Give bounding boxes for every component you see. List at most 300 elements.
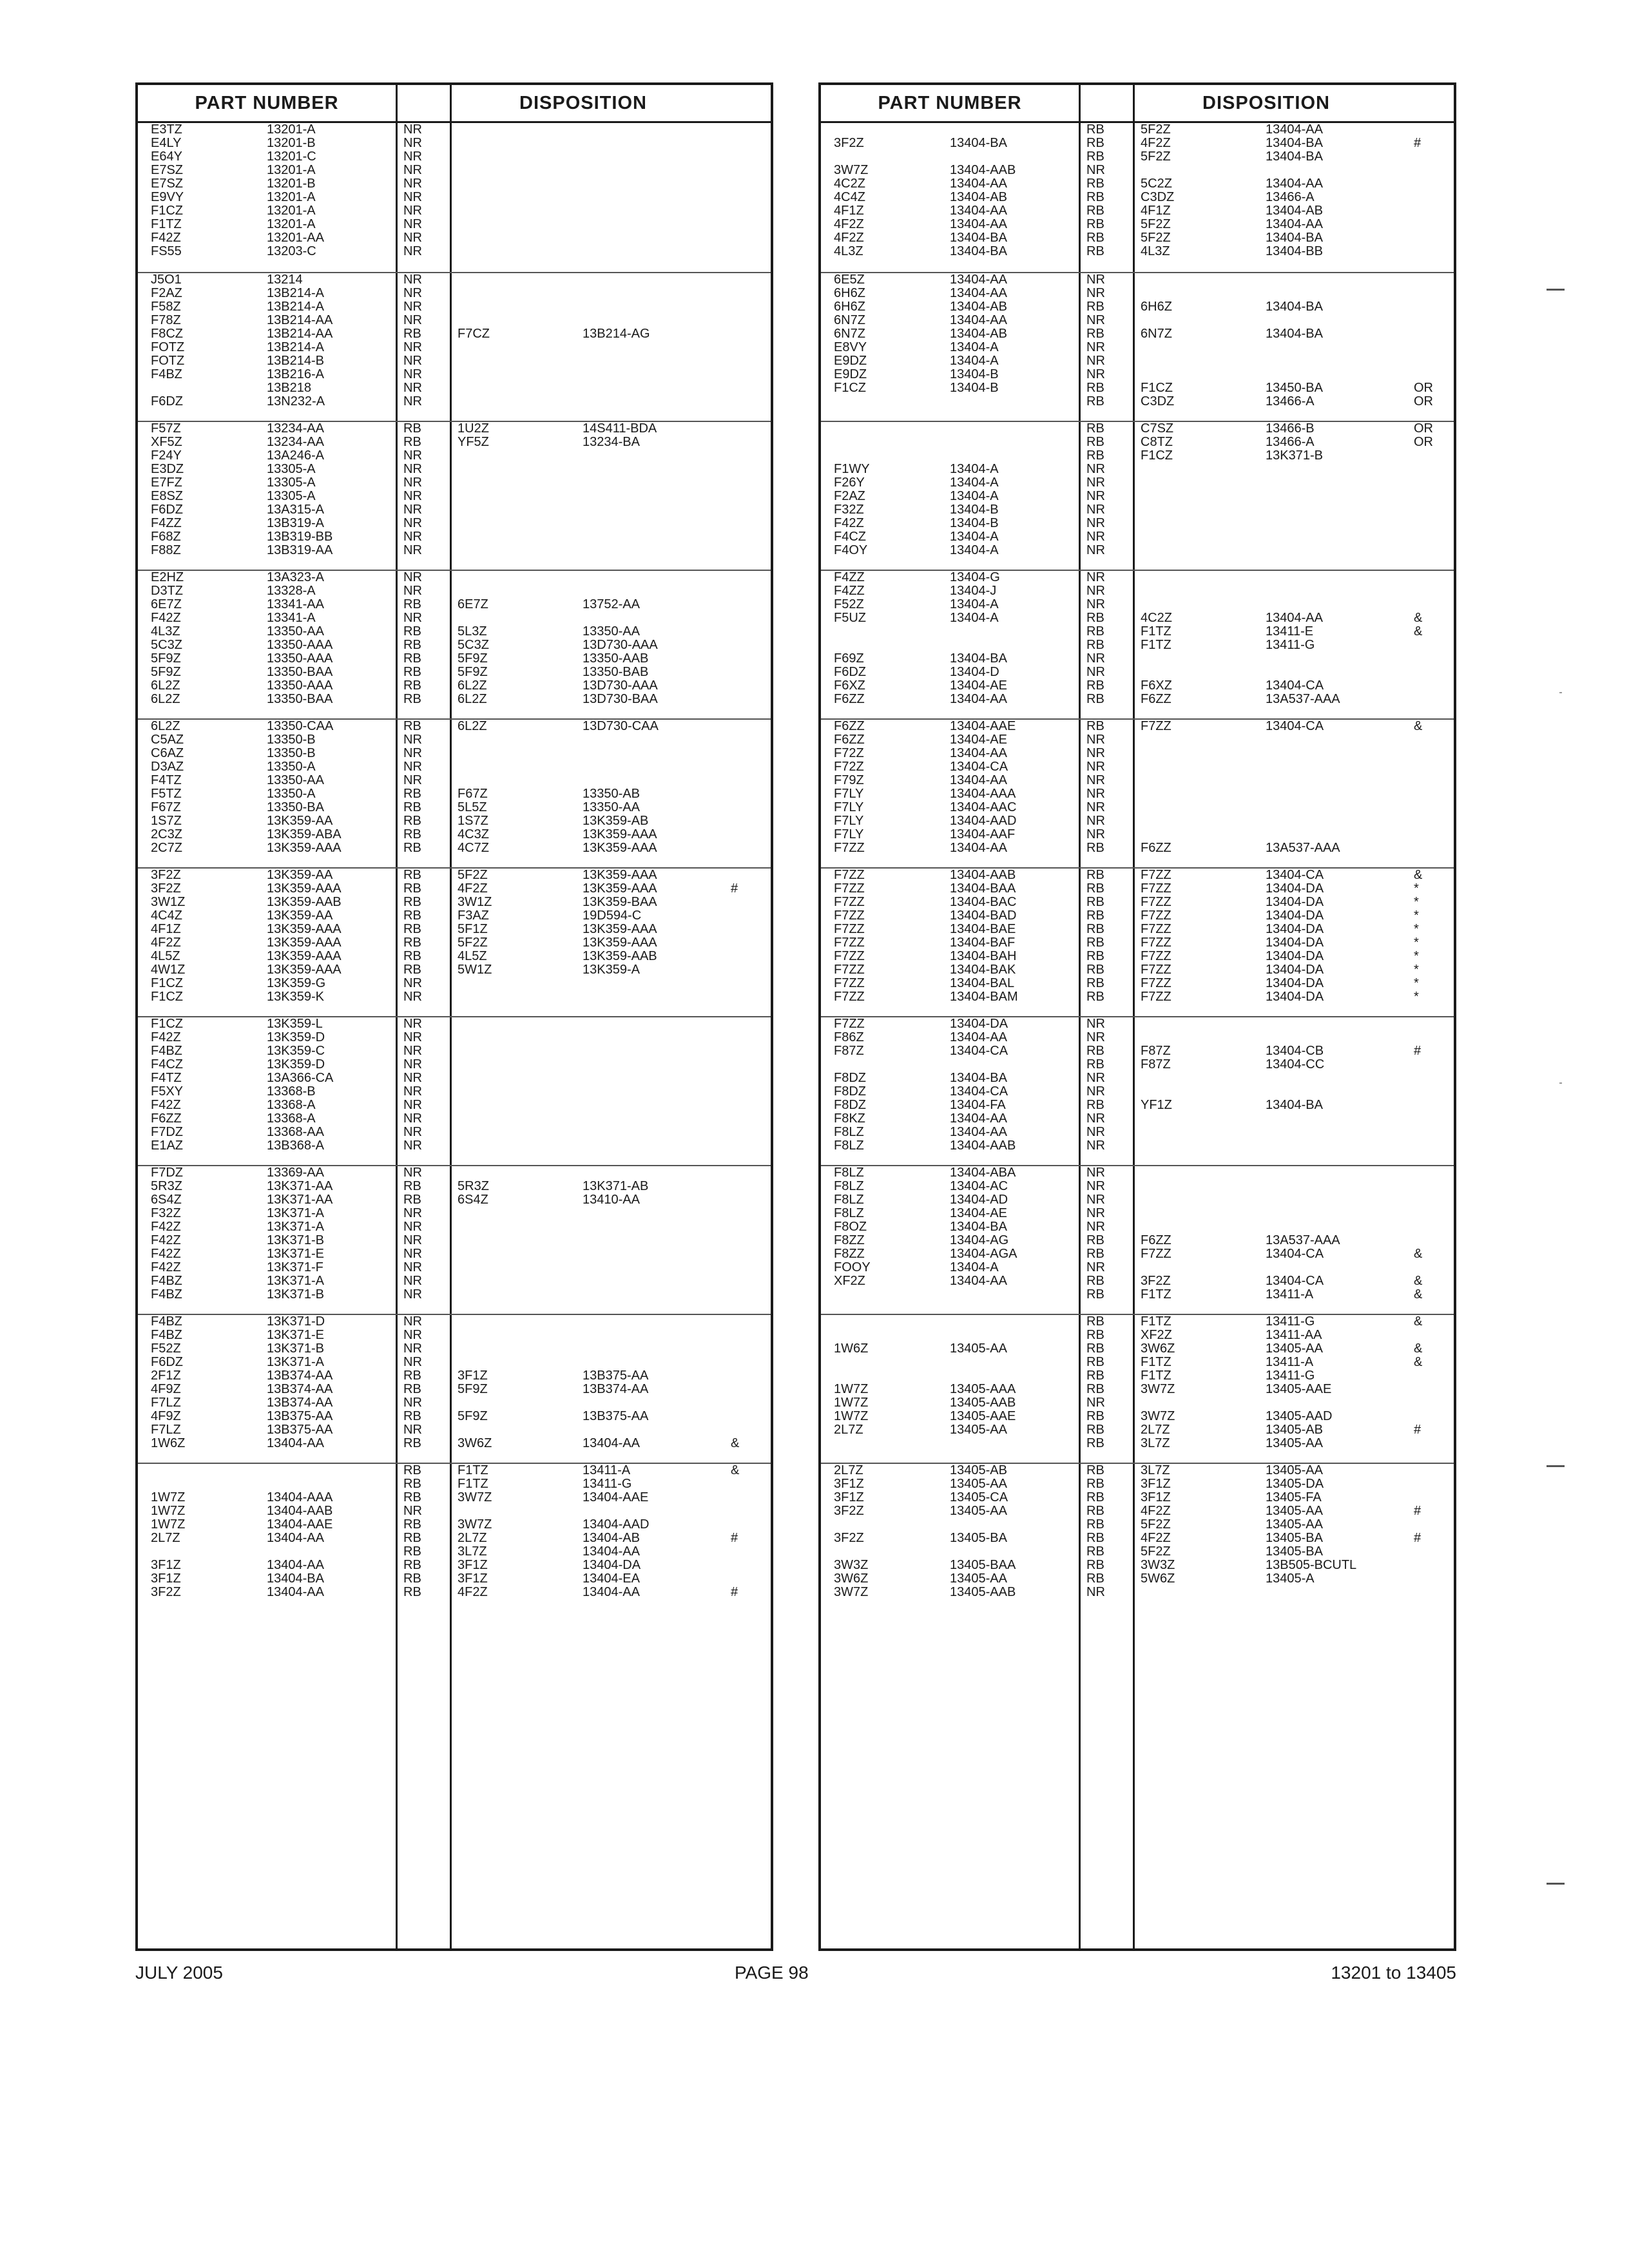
replacement-number: 13404-AA [1266,122,1323,137]
replacement-number: 13411-G [1266,1369,1315,1383]
part-prefix: 1W7Z [151,1517,186,1532]
part-number: 13K359-AAA [267,841,342,855]
part-prefix: F7ZZ [834,881,865,896]
table-row [138,1247,771,1261]
part-number: 13K359-L [267,1017,323,1031]
part-prefix: F58Z [151,300,181,314]
part-number: 13350-AAA [267,678,333,693]
part-number: 13B214-A [267,340,324,354]
table-row [821,463,1454,476]
replacement-prefix: 6H6Z [1141,300,1172,314]
table-row [821,1031,1454,1044]
disposition-code: RB [1086,949,1104,963]
disposition-code: NR [1086,286,1105,300]
part-number: 13B375-AA [267,1409,333,1423]
table-row [821,503,1454,517]
table-row [138,530,771,544]
part-number: 13404-AD [950,1193,1008,1207]
part-prefix: F8DZ [834,1071,866,1085]
part-prefix: 6L2Z [151,678,180,693]
replacement-number: 13411-A [1266,1355,1314,1369]
replacement-number: 13K359-AAA [583,841,657,855]
part-number: 13404-AAF [950,827,1016,841]
disposition-code: RB [403,1463,421,1477]
part-prefix: 3F2Z [151,881,181,896]
table-row [138,896,771,909]
replacement-number: 13404-DA [1266,949,1324,963]
note-flag: & [1414,611,1423,625]
part-number: 13K359-AAA [267,881,342,896]
part-number: 13404-A [950,530,999,544]
disposition-code: NR [403,570,422,584]
part-number: 13404-ABA [950,1166,1016,1180]
part-number: 13404-AA [267,1558,324,1572]
part-number: 13404-BAF [950,936,1016,950]
part-prefix: 3F1Z [834,1477,864,1491]
note-flag: & [1414,1355,1423,1369]
replacement-prefix: 3F1Z [1141,1490,1171,1504]
disposition-code: NR [403,530,422,544]
part-number: 13B368-A [267,1139,324,1153]
part-prefix: F1CZ [151,1017,183,1031]
part-number: 13404-AA [950,273,1007,287]
part-prefix: E8SZ [151,489,184,503]
table-row [138,123,771,137]
part-prefix: F78Z [151,313,181,327]
part-prefix: F32Z [151,1206,181,1220]
replacement-prefix: F67Z [458,787,488,801]
disposition-code: RB [403,881,421,896]
replacement-prefix: 4L3Z [1141,244,1170,258]
part-number: 13K371-B [267,1341,324,1356]
table-row [821,245,1454,258]
disposition-code: NR [403,462,422,476]
replacement-number: 13A537-AAA [1266,841,1340,855]
replacement-prefix: F7ZZ [1141,1247,1171,1261]
note-flag: # [731,881,738,896]
replacement-number: 13466-A [1266,190,1315,204]
replacement-prefix: 5F2Z [1141,1517,1171,1532]
disposition-code: RB [1086,1558,1104,1572]
part-prefix: F6DZ [834,665,866,679]
table-row [138,1099,771,1112]
table-row [821,869,1454,882]
disposition-code: NR [403,1030,422,1044]
replacement-number: 13752-AA [583,597,640,611]
disposition-code: RB [1086,976,1104,990]
table-row [821,1518,1454,1532]
replacement-prefix: 5F1Z [458,922,488,936]
disposition-code: NR [403,448,422,463]
table-row [138,1315,771,1329]
note-flag: & [1414,1274,1423,1288]
disposition-code: NR [1086,313,1105,327]
part-number: 13404-A [950,611,999,625]
replacement-number: 13404-BA [1266,327,1323,341]
part-number: 13350-B [267,746,316,760]
table-row [138,1166,771,1180]
part-number: 13K359-AAA [267,963,342,977]
disposition-code: RB [403,1409,421,1423]
table-row [138,436,771,449]
part-number: 13341-A [267,611,316,625]
row-group [138,1165,771,1315]
replacement-number: 13234-BA [583,435,640,449]
part-prefix: F1CZ [151,990,183,1004]
replacement-prefix: 4F2Z [1141,136,1171,150]
part-number: 13404-B [950,516,999,530]
disposition-code: NR [1086,462,1105,476]
table-row [138,1491,771,1504]
part-number: 13B216-A [267,367,324,381]
replacement-number: 13K371-AB [583,1179,649,1193]
disposition-code: NR [403,367,422,381]
part-number: 13B374-AA [267,1382,333,1396]
part-prefix: F5UZ [834,611,866,625]
replacement-number: 13404-AB [583,1531,640,1545]
part-prefix: F42Z [151,1220,181,1234]
part-number: 13405-AA [950,1477,1007,1491]
part-prefix: C5AZ [151,733,184,747]
part-prefix: 6L2Z [151,719,180,733]
table-row [821,787,1454,801]
part-prefix: F7LY [834,827,864,841]
replacement-prefix: F1CZ [1141,448,1173,463]
part-prefix: F6XZ [834,678,865,693]
note-flag: & [1414,1247,1423,1261]
part-number: 13K359-D [267,1057,325,1072]
disposition-code: NR [1086,746,1105,760]
replacement-number: 13405-AAD [1266,1409,1333,1423]
replacement-prefix: 1U2Z [458,421,489,436]
disposition-code: RB [403,1179,421,1193]
replacement-number: 13404-CA [1266,1274,1324,1288]
replacement-prefix: 6L2Z [458,692,487,706]
table-row [138,1423,771,1437]
table-row [821,1396,1454,1410]
replacement-number: 13405-BA [1266,1531,1323,1545]
part-prefix: 3W1Z [151,895,186,909]
table-row [821,1410,1454,1423]
replacement-number: 13405-AA [1266,1463,1323,1477]
replacement-number: 13404-DA [1266,922,1324,936]
table-row [138,747,771,760]
part-number: 13405-AAB [950,1396,1016,1410]
part-prefix: F4TZ [151,773,182,787]
part-prefix: 6S4Z [151,1193,182,1207]
replacement-prefix: 5F2Z [458,936,488,950]
part-prefix: F4ZZ [834,584,865,598]
note-flag: # [1414,136,1422,150]
table-row [821,977,1454,990]
disposition-code: RB [1086,895,1104,909]
replacement-prefix: F7ZZ [1141,936,1171,950]
part-number: 13350-CAA [267,719,334,733]
table-row [138,1477,771,1491]
disposition-code: RB [1086,300,1104,314]
disposition-code: RB [1086,1382,1104,1396]
table-row [138,1396,771,1410]
part-number: 13405-BA [950,1531,1007,1545]
part-prefix: F7ZZ [834,976,865,990]
table-row [138,191,771,204]
part-prefix: XF2Z [834,1274,865,1288]
part-number: 13B214-AA [267,313,333,327]
table-row [821,1369,1454,1383]
part-number: 13404-AAA [267,1490,333,1504]
part-prefix: 1S7Z [151,814,182,828]
replacement-number: 13404-AA [583,1544,640,1559]
disposition-code: RB [403,327,421,341]
table-row [821,909,1454,923]
part-prefix: 2F1Z [151,1369,181,1383]
part-prefix: 4L3Z [834,244,863,258]
part-number: 13B214-B [267,354,324,368]
part-prefix: F42Z [151,1098,181,1112]
disposition-code: RB [1086,1477,1104,1491]
part-prefix: 6N7Z [834,327,865,341]
part-prefix: F8KZ [834,1111,865,1126]
table-row [138,300,771,314]
part-number: 13404-AA [267,1436,324,1450]
table-row [138,1437,771,1450]
disposition-code: NR [403,149,422,164]
part-number: 13404-BAE [950,922,1016,936]
part-number: 13K359-G [267,976,326,990]
part-prefix: F7ZZ [834,868,865,882]
table-row [138,909,771,923]
replacement-number: 13404-BA [1266,136,1323,150]
part-number: 13405-AAB [950,1585,1016,1599]
part-prefix: 6L2Z [151,692,180,706]
part-number: 13404-A [950,462,999,476]
part-prefix: 4C4Z [151,908,182,923]
table-row [821,204,1454,218]
part-prefix: F7LZ [151,1423,181,1437]
disposition-code: NR [403,122,422,137]
part-number: 13404-AA [950,1111,1007,1126]
part-prefix: F32Z [834,503,864,517]
part-prefix: 3F2Z [834,136,864,150]
part-prefix: 4F9Z [151,1382,181,1396]
replacement-number: 13404-DA [583,1558,641,1572]
table-row [138,476,771,490]
part-number: 13201-A [267,204,316,218]
disposition-code: NR [1086,733,1105,747]
table-row [821,1044,1454,1058]
part-number-header: PART NUMBER [195,93,339,113]
disposition-code: NR [403,1341,422,1356]
part-number: 13404-A [950,340,999,354]
replacement-number: 13404-AA [1266,217,1323,231]
replacement-prefix: F1TZ [1141,1355,1171,1369]
table-row [821,1017,1454,1031]
table-row [138,150,771,164]
disposition-code: NR [403,1260,422,1274]
disposition-code: NR [1086,760,1105,774]
table-row [821,1545,1454,1559]
part-number: 13404-AAA [950,787,1016,801]
part-number: 13K371-B [267,1287,324,1302]
part-number: 13404-AE [950,733,1007,747]
part-prefix: E4LY [151,136,182,150]
disposition-code: RB [1086,719,1104,733]
part-number: 13201-B [267,136,316,150]
table-row [138,1545,771,1559]
replacement-number: 13350-AAB [583,651,649,666]
replacement-number: 13405-AB [1266,1423,1323,1437]
part-prefix: F6DZ [151,503,183,517]
disposition-code: NR [403,1423,422,1437]
table-row [138,977,771,990]
footer-page-number: PAGE 98 [735,1963,809,1983]
part-number: 13404-DA [950,1017,1008,1031]
replacement-number: 13411-E [1266,624,1314,639]
part-prefix: F7ZZ [834,1017,865,1031]
disposition-code: NR [403,1125,422,1139]
part-prefix: F4CZ [151,1057,183,1072]
part-number: 13B214-AA [267,327,333,341]
part-number: 13405-AA [950,1504,1007,1518]
disposition-code: RB [1086,1247,1104,1261]
part-prefix: 4C4Z [834,190,865,204]
part-prefix: F4CZ [834,530,866,544]
table-row [821,287,1454,300]
table-row [821,1572,1454,1586]
table-row [821,652,1454,666]
disposition-code: RB [1086,1341,1104,1356]
part-prefix: 5R3Z [151,1179,182,1193]
disposition-code: NR [403,394,422,408]
replacement-number: 13404-DA [1266,976,1324,990]
replacement-prefix: XF2Z [1141,1328,1172,1342]
replacement-prefix: F6ZZ [1141,692,1171,706]
disposition-code: NR [1086,1166,1105,1180]
part-prefix: F1CZ [151,976,183,990]
part-prefix: F4BZ [151,1287,182,1302]
table-row [821,137,1454,150]
part-prefix: 2C3Z [151,827,182,841]
disposition-code: NR [1086,367,1105,381]
left-parts-table [135,82,773,1951]
table-row [138,1072,771,1085]
part-prefix: 3F2Z [834,1531,864,1545]
part-prefix: F7LY [834,814,864,828]
part-prefix: F8LZ [834,1125,864,1139]
table-row [821,1261,1454,1274]
disposition-code: NR [403,503,422,517]
replacement-number: 13404-BA [1266,1098,1323,1112]
disposition-code: RB [403,908,421,923]
replacement-number: 13B505-BCUTL [1266,1558,1357,1572]
replacement-number: 13405-AA [1266,1341,1323,1356]
replacement-prefix: F3AZ [458,908,489,923]
disposition-code: RB [403,638,421,652]
disposition-code: NR [403,1396,422,1410]
part-number: 13404-A [950,543,999,557]
row-group [138,718,771,869]
part-prefix: 4F1Z [834,204,864,218]
replacement-prefix: 5L3Z [458,624,487,639]
table-row [138,395,771,408]
part-number: 13K359-AAA [267,922,342,936]
disposition-code: NR [403,543,422,557]
disposition-code: RB [403,1571,421,1586]
disposition-code: NR [1086,1585,1105,1599]
replacement-number: 13B375-AA [583,1369,649,1383]
replacement-number: 13K359-BAA [583,895,657,909]
part-prefix: E7SZ [151,163,184,177]
disposition-code: RB [1086,990,1104,1004]
row-group [821,272,1454,422]
disposition-code: RB [1086,231,1104,245]
part-prefix: F1TZ [151,217,182,231]
replacement-prefix: 3W7Z [458,1490,492,1504]
disposition-code: RB [1086,611,1104,625]
table-row [138,218,771,231]
disposition-code: RB [1086,1544,1104,1559]
table-row [138,1112,771,1126]
replacement-prefix: 5W6Z [1141,1571,1175,1586]
replacement-prefix: 5C2Z [1141,177,1172,191]
disposition-code: RB [1086,149,1104,164]
note-flag: * [1414,949,1419,963]
part-prefix: F7ZZ [834,963,865,977]
part-prefix: F72Z [834,760,864,774]
replacement-number: 13404-AA [583,1436,640,1450]
disposition-code: RB [1086,1098,1104,1112]
disposition-code: NR [403,1274,422,1288]
part-prefix: 5F9Z [151,651,181,666]
part-prefix: FS55 [151,244,182,258]
part-number: 13404-AG [950,1233,1009,1247]
part-number: 13368-A [267,1098,316,1112]
disposition-code: NR [403,163,422,177]
replacement-prefix: F1TZ [458,1463,488,1477]
part-prefix: 3F2Z [151,1585,181,1599]
part-prefix: F42Z [834,516,864,530]
note-flag: # [1414,1423,1422,1437]
replacement-number: 13404-DA [1266,881,1324,896]
part-prefix: 3F2Z [834,1504,864,1518]
disposition-code: RB [1086,1531,1104,1545]
disposition-code: NR [403,1328,422,1342]
part-prefix: 5F9Z [151,665,181,679]
part-number: 13404-BA [950,1071,1007,1085]
part-number: 13405-AAE [950,1409,1016,1423]
replacement-prefix: 6N7Z [1141,327,1172,341]
replacement-prefix: 1S7Z [458,814,488,828]
part-prefix: F42Z [151,231,181,245]
disposition-code: NR [1086,651,1105,666]
footer-part-range: 13201 to 13405 [1331,1963,1456,1983]
part-number: 13K371-A [267,1220,324,1234]
table-row [138,1139,771,1153]
part-number: 13404-BA [950,136,1007,150]
disposition-code: NR [403,231,422,245]
part-number: 13404-AA [267,1531,324,1545]
replacement-number: 13405-AA [1266,1436,1323,1450]
part-prefix: F8LZ [834,1179,864,1193]
disposition-code: RB [403,1544,421,1559]
replacement-number: 14S411-BDA [583,421,657,436]
table-row [821,1166,1454,1180]
part-prefix: F8ZZ [834,1247,865,1261]
replacement-number: 13350-AA [583,800,640,814]
disposition-code: RB [403,1382,421,1396]
table-row [138,1586,771,1599]
table-row [821,354,1454,368]
